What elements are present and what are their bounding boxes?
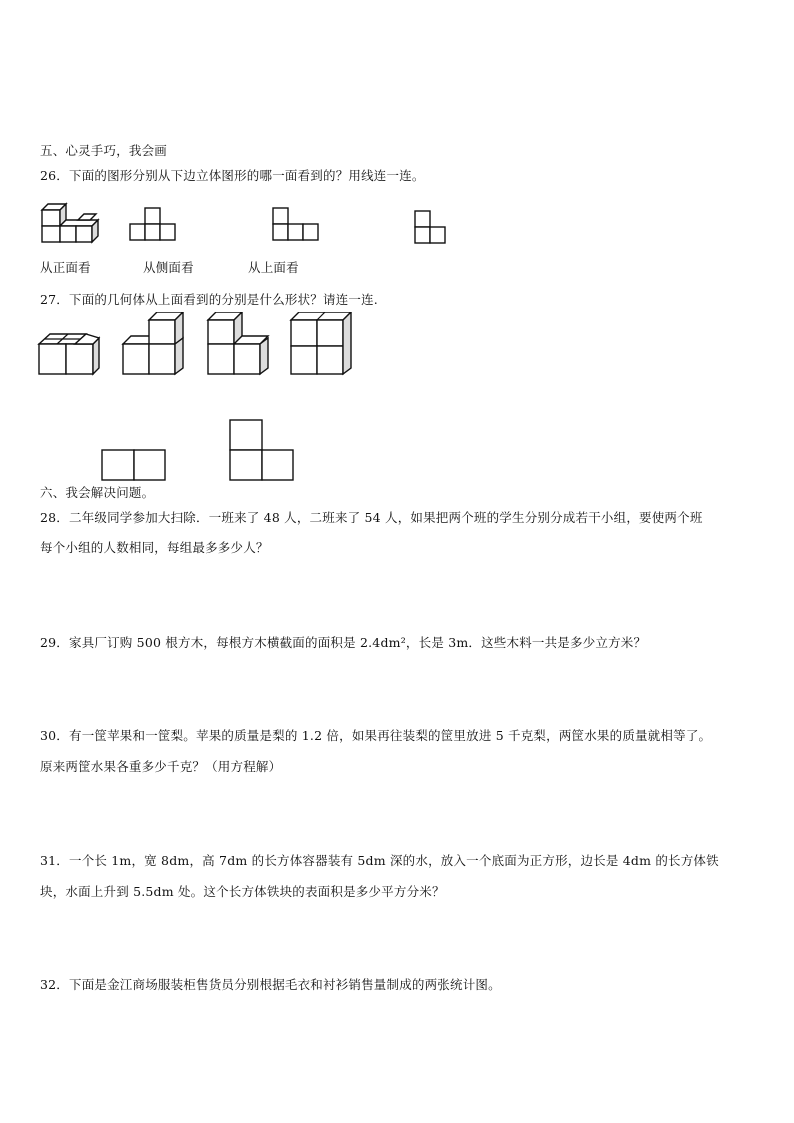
question-26-text: 26．下面的图形分别从下边立体图形的哪一面看到的？用线连一连。 bbox=[40, 168, 425, 183]
q26-label-front: 从正面看 bbox=[40, 260, 91, 275]
q26-label-top: 从上面看 bbox=[248, 260, 299, 275]
q26-view-front bbox=[128, 205, 178, 243]
question-31-line-2: 块，水面上升到 5.5dm 处。这个长方体铁块的表面积是多少平方分米？ bbox=[40, 884, 445, 899]
q26-solid-figure bbox=[38, 200, 100, 244]
q27-solid-3 bbox=[205, 312, 271, 378]
question-28-line-1: 28．二年级同学参加大扫除．一班来了 48 人，二班来了 54 人，如果把两个班的学生分别分成若干小组，要使两个班 bbox=[40, 510, 703, 525]
section-6-heading: 六、我会解决问题。 bbox=[40, 485, 155, 500]
q27-topview-b bbox=[228, 418, 296, 482]
question-29-text: 29．家具厂订购 500 根方木，每根方木横截面的面积是 2.4dm²，长是 3m．这些木料一共是多少立方米？ bbox=[40, 635, 647, 650]
q26-view-top bbox=[271, 205, 321, 243]
question-27-text: 27．下面的几何体从上面看到的分别是什么形状？请连一连. bbox=[40, 292, 378, 307]
q26-view-side bbox=[413, 207, 449, 247]
q27-topview-a bbox=[100, 448, 168, 482]
question-32-text: 32．下面是金江商场服装柜售货员分别根据毛衣和衬衫销售量制成的两张统计图。 bbox=[40, 977, 501, 992]
q27-solid-2 bbox=[120, 312, 186, 378]
section-5-heading: 五、心灵手巧，我会画 bbox=[40, 143, 168, 158]
q27-solid-1 bbox=[36, 328, 102, 378]
question-31-line-1: 31．一个长 1m，宽 8dm，高 7dm 的长方体容器装有 5dm 深的水，放入一个底面为正方形，边长是 4dm 的长方体铁 bbox=[40, 853, 719, 868]
question-30-line-2: 原来两筐水果各重多少千克？（用方程解） bbox=[40, 759, 282, 774]
q27-solid-4 bbox=[288, 312, 354, 378]
question-28-line-2: 每个小组的人数相同，每组最多多少人？ bbox=[40, 540, 269, 555]
q26-label-side: 从侧面看 bbox=[143, 260, 194, 275]
question-30-line-1: 30．有一筐苹果和一筐梨。苹果的质量是梨的 1.2 倍，如果再往装梨的筐里放进 5 千克梨，两筐水果的质量就相等了。 bbox=[40, 728, 712, 743]
